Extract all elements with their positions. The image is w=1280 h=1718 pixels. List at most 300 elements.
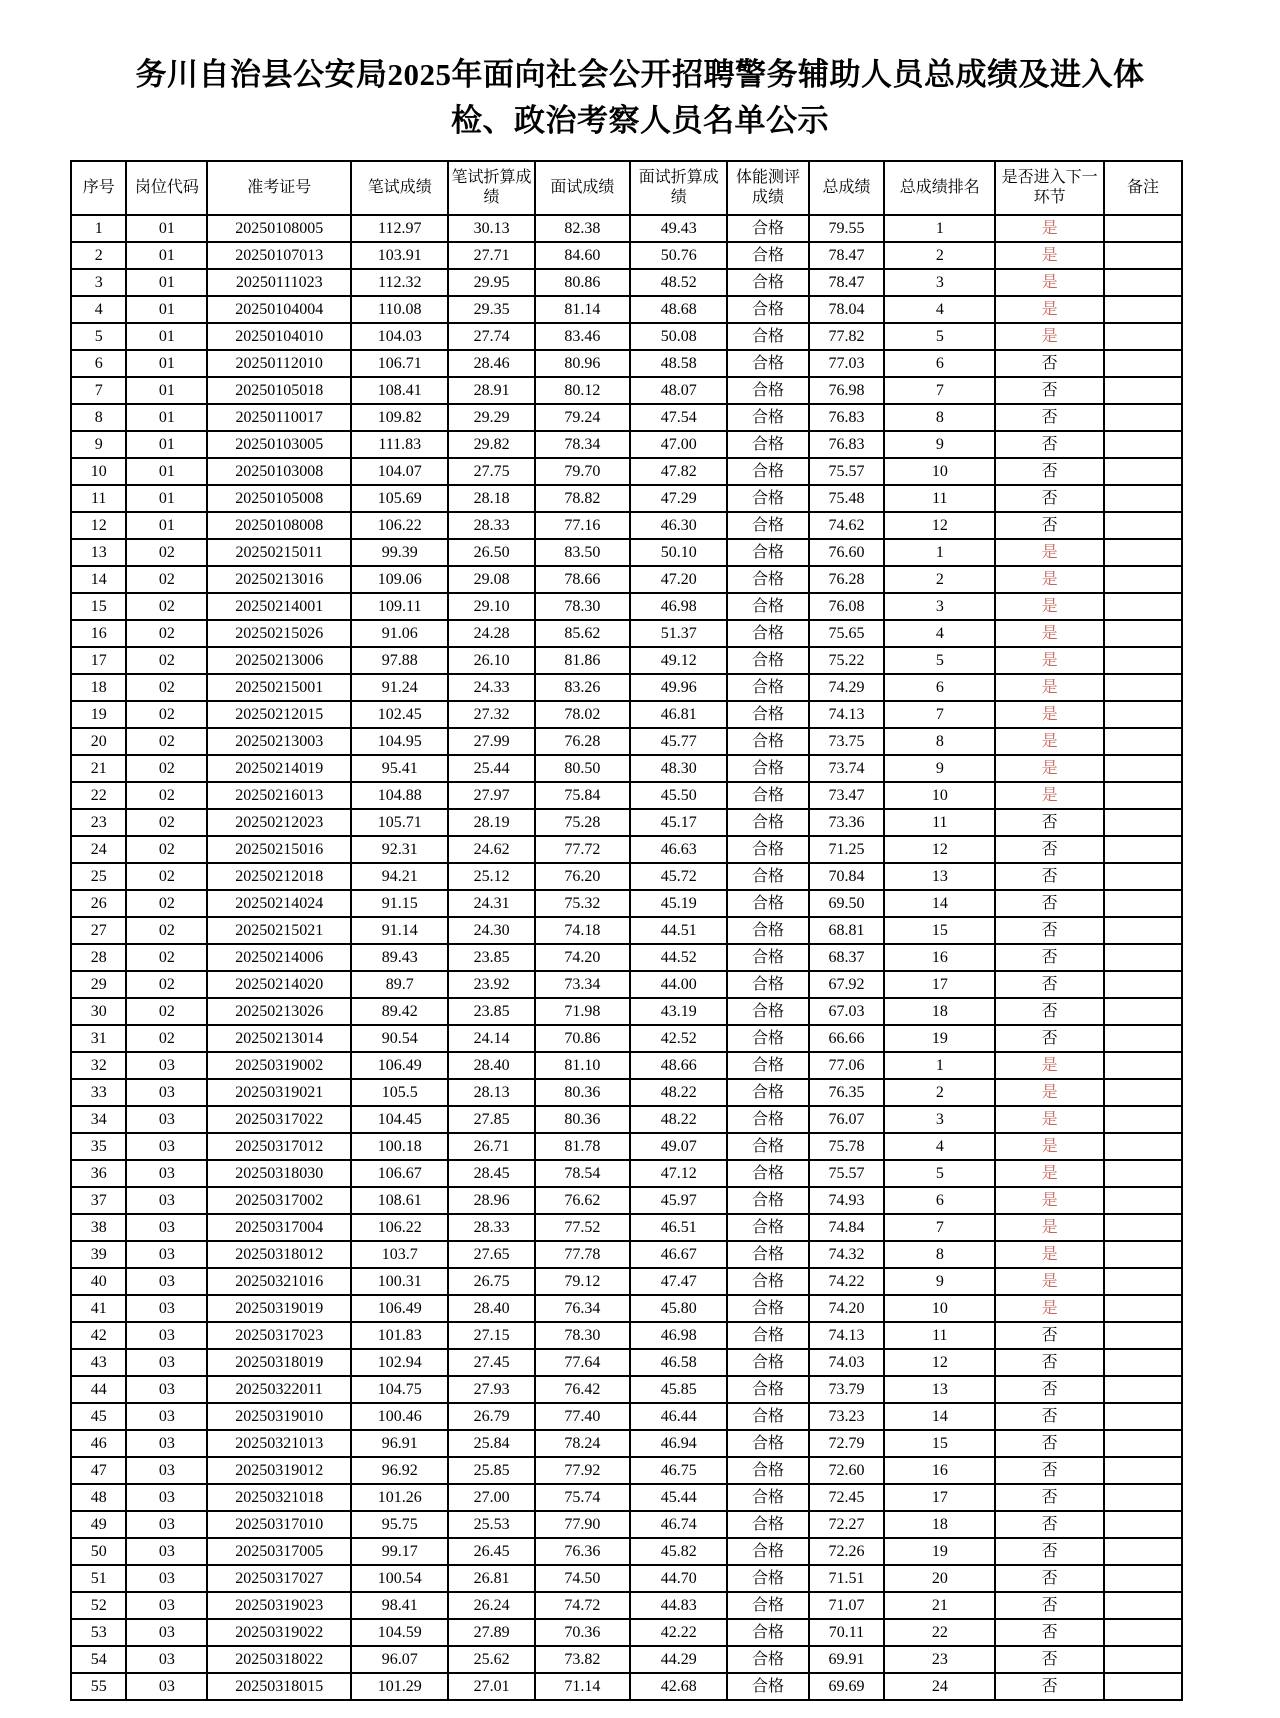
cell-remarks: [1104, 1430, 1182, 1457]
cell-total-rank: 5: [884, 323, 995, 350]
cell-written-converted: 27.75: [448, 458, 534, 485]
cell-written-score: 100.46: [351, 1403, 448, 1430]
cell-next-stage: 否: [995, 944, 1104, 971]
cell-written-score: 94.21: [351, 863, 448, 890]
cell-total-score: 74.22: [809, 1268, 885, 1295]
cell-position-code: 03: [126, 1349, 207, 1376]
cell-total-rank: 12: [884, 1349, 995, 1376]
cell-remarks: [1104, 431, 1182, 458]
cell-interview-score: 77.52: [535, 1214, 630, 1241]
cell-total-rank: 15: [884, 917, 995, 944]
cell-serial-number: 4: [71, 296, 126, 323]
cell-written-score: 106.71: [351, 350, 448, 377]
table-row: [71, 1403, 1182, 1430]
cell-total-score: 66.66: [809, 1025, 885, 1052]
cell-remarks: [1104, 1214, 1182, 1241]
cell-exam-id: 20250103008: [207, 458, 351, 485]
cell-total-score: 74.20: [809, 1295, 885, 1322]
cell-written-score: 105.69: [351, 485, 448, 512]
cell-total-rank: 6: [884, 350, 995, 377]
cell-position-code: 03: [126, 1403, 207, 1430]
cell-position-code: 01: [126, 404, 207, 431]
cell-exam-id: 20250213014: [207, 1025, 351, 1052]
cell-position-code: 03: [126, 1241, 207, 1268]
cell-total-score: 73.36: [809, 809, 885, 836]
table-row: [71, 809, 1182, 836]
cell-written-converted: 28.91: [448, 377, 534, 404]
cell-remarks: [1104, 1052, 1182, 1079]
cell-total-score: 72.79: [809, 1430, 885, 1457]
cell-position-code: 01: [126, 377, 207, 404]
cell-next-stage: 是: [995, 1295, 1104, 1322]
cell-interview-converted: 44.52: [630, 944, 727, 971]
cell-remarks: [1104, 1376, 1182, 1403]
cell-position-code: 01: [126, 512, 207, 539]
table-row: [71, 863, 1182, 890]
cell-position-code: 01: [126, 242, 207, 269]
cell-interview-converted: 48.30: [630, 755, 727, 782]
cell-physical-test: 合格: [727, 1565, 808, 1592]
cell-written-converted: 27.00: [448, 1484, 534, 1511]
cell-serial-number: 20: [71, 728, 126, 755]
cell-interview-score: 80.12: [535, 377, 630, 404]
cell-written-score: 100.54: [351, 1565, 448, 1592]
table-row: [71, 890, 1182, 917]
cell-total-rank: 4: [884, 1133, 995, 1160]
cell-interview-converted: 44.29: [630, 1646, 727, 1673]
cell-total-rank: 13: [884, 1376, 995, 1403]
cell-total-score: 77.82: [809, 323, 885, 350]
cell-total-rank: 1: [884, 215, 995, 242]
cell-interview-score: 78.66: [535, 566, 630, 593]
cell-position-code: 02: [126, 566, 207, 593]
cell-total-rank: 22: [884, 1619, 995, 1646]
cell-physical-test: 合格: [727, 971, 808, 998]
table-row: [71, 755, 1182, 782]
cell-written-converted: 26.24: [448, 1592, 534, 1619]
cell-interview-score: 74.72: [535, 1592, 630, 1619]
cell-written-converted: 28.45: [448, 1160, 534, 1187]
cell-written-converted: 26.71: [448, 1133, 534, 1160]
table-row: [71, 1565, 1182, 1592]
cell-serial-number: 40: [71, 1268, 126, 1295]
cell-written-converted: 26.81: [448, 1565, 534, 1592]
table-row: [71, 1106, 1182, 1133]
cell-interview-score: 81.14: [535, 296, 630, 323]
cell-written-score: 100.31: [351, 1268, 448, 1295]
cell-interview-score: 79.12: [535, 1268, 630, 1295]
cell-remarks: [1104, 539, 1182, 566]
cell-next-stage: 是: [995, 215, 1104, 242]
table-row: [71, 1052, 1182, 1079]
cell-serial-number: 22: [71, 782, 126, 809]
cell-remarks: [1104, 1673, 1182, 1700]
cell-written-score: 105.5: [351, 1079, 448, 1106]
cell-remarks: [1104, 1457, 1182, 1484]
cell-exam-id: 20250318022: [207, 1646, 351, 1673]
table-row: [71, 350, 1182, 377]
cell-physical-test: 合格: [727, 404, 808, 431]
cell-position-code: 02: [126, 863, 207, 890]
cell-exam-id: 20250112010: [207, 350, 351, 377]
cell-interview-score: 76.62: [535, 1187, 630, 1214]
cell-physical-test: 合格: [727, 1052, 808, 1079]
cell-written-score: 110.08: [351, 296, 448, 323]
table-row: [71, 1646, 1182, 1673]
cell-physical-test: 合格: [727, 1592, 808, 1619]
cell-written-score: 101.26: [351, 1484, 448, 1511]
cell-physical-test: 合格: [727, 647, 808, 674]
cell-remarks: [1104, 674, 1182, 701]
cell-serial-number: 50: [71, 1538, 126, 1565]
cell-exam-id: 20250215021: [207, 917, 351, 944]
cell-position-code: 03: [126, 1295, 207, 1322]
cell-remarks: [1104, 404, 1182, 431]
cell-remarks: [1104, 1025, 1182, 1052]
cell-interview-score: 74.18: [535, 917, 630, 944]
table-row: [71, 1538, 1182, 1565]
cell-remarks: [1104, 1160, 1182, 1187]
cell-physical-test: 合格: [727, 1403, 808, 1430]
cell-position-code: 03: [126, 1187, 207, 1214]
cell-physical-test: 合格: [727, 1160, 808, 1187]
cell-remarks: [1104, 350, 1182, 377]
cell-physical-test: 合格: [727, 1079, 808, 1106]
cell-serial-number: 11: [71, 485, 126, 512]
header-next-stage: 是否进入下一环节: [995, 161, 1104, 215]
table-row: [71, 1133, 1182, 1160]
page-title: 务川自治县公安局2025年面向社会公开招聘警务辅助人员总成绩及进入体检、政治考察人员名单公示: [135, 57, 1145, 138]
cell-exam-id: 20250317022: [207, 1106, 351, 1133]
cell-remarks: [1104, 1484, 1182, 1511]
header-remarks: 备注: [1104, 161, 1182, 215]
cell-serial-number: 51: [71, 1565, 126, 1592]
cell-interview-score: 80.50: [535, 755, 630, 782]
cell-physical-test: 合格: [727, 782, 808, 809]
cell-physical-test: 合格: [727, 863, 808, 890]
cell-position-code: 02: [126, 836, 207, 863]
cell-total-rank: 20: [884, 1565, 995, 1592]
cell-interview-converted: 46.30: [630, 512, 727, 539]
cell-position-code: 02: [126, 1025, 207, 1052]
cell-next-stage: 否: [995, 1430, 1104, 1457]
cell-interview-converted: 42.52: [630, 1025, 727, 1052]
cell-total-rank: 10: [884, 1295, 995, 1322]
cell-exam-id: 20250216013: [207, 782, 351, 809]
cell-exam-id: 20250318019: [207, 1349, 351, 1376]
cell-interview-score: 81.78: [535, 1133, 630, 1160]
cell-written-score: 104.75: [351, 1376, 448, 1403]
cell-remarks: [1104, 1619, 1182, 1646]
cell-exam-id: 20250215026: [207, 620, 351, 647]
cell-written-converted: 28.40: [448, 1052, 534, 1079]
cell-written-converted: 27.45: [448, 1349, 534, 1376]
cell-exam-id: 20250212015: [207, 701, 351, 728]
cell-serial-number: 53: [71, 1619, 126, 1646]
cell-written-score: 92.31: [351, 836, 448, 863]
cell-interview-converted: 46.51: [630, 1214, 727, 1241]
cell-total-rank: 2: [884, 242, 995, 269]
cell-next-stage: 是: [995, 1214, 1104, 1241]
cell-written-converted: 29.29: [448, 404, 534, 431]
cell-written-converted: 27.97: [448, 782, 534, 809]
cell-exam-id: 20250319022: [207, 1619, 351, 1646]
cell-exam-id: 20250215016: [207, 836, 351, 863]
cell-written-score: 106.49: [351, 1052, 448, 1079]
table-row: [71, 269, 1182, 296]
cell-written-score: 106.49: [351, 1295, 448, 1322]
cell-total-score: 76.07: [809, 1106, 885, 1133]
table-row: [71, 917, 1182, 944]
cell-interview-converted: 45.85: [630, 1376, 727, 1403]
cell-remarks: [1104, 890, 1182, 917]
cell-exam-id: 20250107013: [207, 242, 351, 269]
cell-physical-test: 合格: [727, 1457, 808, 1484]
cell-position-code: 02: [126, 620, 207, 647]
cell-total-rank: 11: [884, 485, 995, 512]
cell-remarks: [1104, 215, 1182, 242]
cell-exam-id: 20250318012: [207, 1241, 351, 1268]
cell-remarks: [1104, 863, 1182, 890]
cell-interview-converted: 47.47: [630, 1268, 727, 1295]
cell-exam-id: 20250317002: [207, 1187, 351, 1214]
cell-serial-number: 5: [71, 323, 126, 350]
cell-remarks: [1104, 323, 1182, 350]
cell-total-score: 74.13: [809, 1322, 885, 1349]
cell-interview-converted: 46.74: [630, 1511, 727, 1538]
cell-exam-id: 20250108005: [207, 215, 351, 242]
cell-physical-test: 合格: [727, 215, 808, 242]
cell-position-code: 03: [126, 1646, 207, 1673]
cell-written-converted: 27.65: [448, 1241, 534, 1268]
cell-total-rank: 1: [884, 1052, 995, 1079]
cell-next-stage: 是: [995, 539, 1104, 566]
cell-interview-converted: 43.19: [630, 998, 727, 1025]
cell-exam-id: 20250322011: [207, 1376, 351, 1403]
cell-position-code: 02: [126, 593, 207, 620]
cell-total-score: 75.78: [809, 1133, 885, 1160]
cell-serial-number: 8: [71, 404, 126, 431]
cell-remarks: [1104, 1349, 1182, 1376]
cell-total-rank: 9: [884, 1268, 995, 1295]
cell-remarks: [1104, 1565, 1182, 1592]
cell-exam-id: 20250215011: [207, 539, 351, 566]
cell-total-rank: 17: [884, 971, 995, 998]
cell-serial-number: 30: [71, 998, 126, 1025]
cell-written-converted: 23.92: [448, 971, 534, 998]
cell-written-score: 104.59: [351, 1619, 448, 1646]
cell-total-rank: 3: [884, 269, 995, 296]
cell-total-score: 68.37: [809, 944, 885, 971]
cell-total-score: 76.08: [809, 593, 885, 620]
cell-interview-score: 78.30: [535, 593, 630, 620]
cell-total-rank: 7: [884, 1214, 995, 1241]
cell-serial-number: 17: [71, 647, 126, 674]
table-row: [71, 566, 1182, 593]
cell-exam-id: 20250103005: [207, 431, 351, 458]
cell-physical-test: 合格: [727, 323, 808, 350]
cell-interview-score: 83.46: [535, 323, 630, 350]
cell-total-rank: 4: [884, 620, 995, 647]
cell-written-score: 109.82: [351, 404, 448, 431]
cell-interview-converted: 46.81: [630, 701, 727, 728]
cell-remarks: [1104, 296, 1182, 323]
cell-next-stage: 是: [995, 296, 1104, 323]
table-row: [71, 728, 1182, 755]
cell-position-code: 01: [126, 458, 207, 485]
table-row: [71, 1511, 1182, 1538]
cell-total-score: 74.84: [809, 1214, 885, 1241]
cell-interview-converted: 46.44: [630, 1403, 727, 1430]
header-written-converted: 笔试折算成绩: [448, 161, 534, 215]
cell-next-stage: 否: [995, 350, 1104, 377]
cell-written-score: 96.92: [351, 1457, 448, 1484]
cell-serial-number: 47: [71, 1457, 126, 1484]
cell-written-score: 106.67: [351, 1160, 448, 1187]
cell-position-code: 01: [126, 323, 207, 350]
cell-next-stage: 否: [995, 431, 1104, 458]
cell-next-stage: 否: [995, 1484, 1104, 1511]
cell-remarks: [1104, 620, 1182, 647]
cell-interview-score: 71.14: [535, 1673, 630, 1700]
cell-interview-score: 78.82: [535, 485, 630, 512]
cell-serial-number: 27: [71, 917, 126, 944]
cell-written-converted: 28.96: [448, 1187, 534, 1214]
cell-total-rank: 12: [884, 836, 995, 863]
cell-interview-score: 80.36: [535, 1106, 630, 1133]
cell-physical-test: 合格: [727, 1646, 808, 1673]
cell-written-score: 104.03: [351, 323, 448, 350]
cell-next-stage: 否: [995, 809, 1104, 836]
cell-remarks: [1104, 1592, 1182, 1619]
cell-serial-number: 14: [71, 566, 126, 593]
table-row: [71, 323, 1182, 350]
cell-serial-number: 15: [71, 593, 126, 620]
cell-written-converted: 30.13: [448, 215, 534, 242]
cell-written-converted: 27.99: [448, 728, 534, 755]
cell-next-stage: 是: [995, 593, 1104, 620]
cell-exam-id: 20250212023: [207, 809, 351, 836]
cell-position-code: 02: [126, 782, 207, 809]
cell-exam-id: 20250215001: [207, 674, 351, 701]
cell-remarks: [1104, 1511, 1182, 1538]
cell-interview-score: 76.36: [535, 1538, 630, 1565]
cell-total-score: 73.23: [809, 1403, 885, 1430]
cell-interview-score: 78.24: [535, 1430, 630, 1457]
cell-total-score: 75.48: [809, 485, 885, 512]
cell-interview-score: 78.02: [535, 701, 630, 728]
cell-total-rank: 11: [884, 1322, 995, 1349]
cell-next-stage: 否: [995, 458, 1104, 485]
cell-written-converted: 28.33: [448, 512, 534, 539]
cell-position-code: 03: [126, 1214, 207, 1241]
table-row: [71, 1160, 1182, 1187]
table-row: [71, 1349, 1182, 1376]
cell-position-code: 02: [126, 647, 207, 674]
cell-remarks: [1104, 1403, 1182, 1430]
cell-remarks: [1104, 485, 1182, 512]
cell-physical-test: 合格: [727, 620, 808, 647]
cell-serial-number: 49: [71, 1511, 126, 1538]
cell-position-code: 03: [126, 1457, 207, 1484]
cell-next-stage: 否: [995, 1511, 1104, 1538]
cell-interview-score: 76.42: [535, 1376, 630, 1403]
cell-interview-score: 81.86: [535, 647, 630, 674]
cell-total-score: 74.29: [809, 674, 885, 701]
cell-next-stage: 是: [995, 1079, 1104, 1106]
cell-total-score: 71.25: [809, 836, 885, 863]
cell-interview-score: 77.92: [535, 1457, 630, 1484]
cell-physical-test: 合格: [727, 728, 808, 755]
cell-total-score: 76.98: [809, 377, 885, 404]
cell-next-stage: 是: [995, 1160, 1104, 1187]
cell-total-score: 76.83: [809, 404, 885, 431]
cell-written-score: 106.22: [351, 1214, 448, 1241]
cell-position-code: 02: [126, 539, 207, 566]
cell-written-converted: 28.33: [448, 1214, 534, 1241]
cell-total-rank: 6: [884, 674, 995, 701]
cell-total-score: 74.13: [809, 701, 885, 728]
cell-total-score: 75.22: [809, 647, 885, 674]
table-row: [71, 593, 1182, 620]
cell-next-stage: 是: [995, 1133, 1104, 1160]
cell-total-score: 76.60: [809, 539, 885, 566]
cell-physical-test: 合格: [727, 1214, 808, 1241]
cell-written-score: 106.22: [351, 512, 448, 539]
cell-physical-test: 合格: [727, 1241, 808, 1268]
cell-total-rank: 9: [884, 431, 995, 458]
table-row: [71, 377, 1182, 404]
table-row: [71, 944, 1182, 971]
cell-serial-number: 19: [71, 701, 126, 728]
cell-total-rank: 19: [884, 1025, 995, 1052]
cell-interview-converted: 45.82: [630, 1538, 727, 1565]
cell-position-code: 03: [126, 1565, 207, 1592]
cell-serial-number: 1: [71, 215, 126, 242]
cell-interview-converted: 48.58: [630, 350, 727, 377]
cell-serial-number: 13: [71, 539, 126, 566]
cell-total-score: 68.81: [809, 917, 885, 944]
table-row: [71, 647, 1182, 674]
cell-position-code: 03: [126, 1106, 207, 1133]
cell-written-converted: 24.28: [448, 620, 534, 647]
cell-written-converted: 29.35: [448, 296, 534, 323]
cell-interview-score: 77.90: [535, 1511, 630, 1538]
cell-position-code: 01: [126, 269, 207, 296]
cell-interview-converted: 44.83: [630, 1592, 727, 1619]
cell-written-converted: 27.01: [448, 1673, 534, 1700]
cell-next-stage: 否: [995, 836, 1104, 863]
cell-physical-test: 合格: [727, 1349, 808, 1376]
cell-total-rank: 5: [884, 647, 995, 674]
cell-interview-score: 81.10: [535, 1052, 630, 1079]
cell-total-score: 77.06: [809, 1052, 885, 1079]
cell-remarks: [1104, 944, 1182, 971]
cell-interview-converted: 44.70: [630, 1565, 727, 1592]
cell-serial-number: 52: [71, 1592, 126, 1619]
cell-position-code: 03: [126, 1592, 207, 1619]
cell-written-converted: 27.15: [448, 1322, 534, 1349]
cell-remarks: [1104, 836, 1182, 863]
cell-interview-score: 77.64: [535, 1349, 630, 1376]
cell-physical-test: 合格: [727, 485, 808, 512]
cell-exam-id: 20250319023: [207, 1592, 351, 1619]
cell-position-code: 03: [126, 1619, 207, 1646]
cell-total-rank: 23: [884, 1646, 995, 1673]
cell-total-score: 75.57: [809, 1160, 885, 1187]
cell-exam-id: 20250214024: [207, 890, 351, 917]
cell-next-stage: 否: [995, 512, 1104, 539]
